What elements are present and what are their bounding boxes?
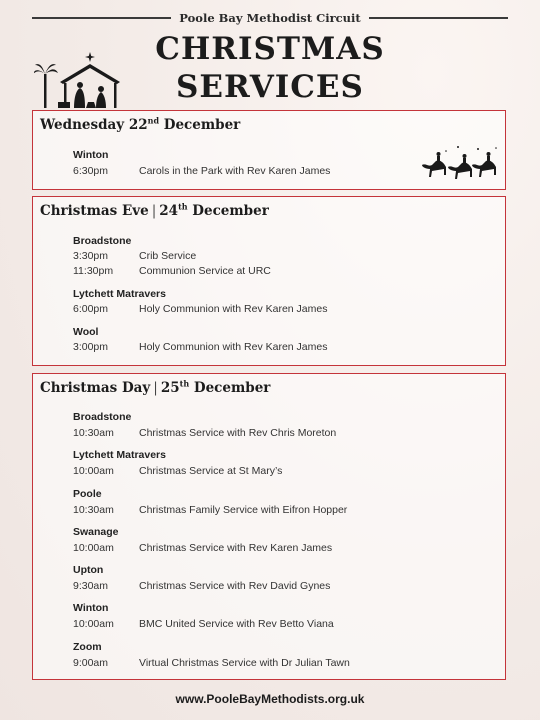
location-label: Lytchett Matravers — [73, 288, 166, 300]
circuit-name: Poole Bay Methodist Circuit — [179, 11, 361, 25]
service-desc: Holy Communion with Rev Karen James — [139, 303, 328, 315]
location-label: Broadstone — [73, 411, 132, 423]
service-row — [73, 250, 196, 262]
service-row — [73, 165, 330, 177]
service-time: 9:30am — [73, 580, 109, 592]
service-desc: Christmas Service with Rev Karen James — [139, 542, 333, 554]
service-desc: Christmas Service with Rev David Gynes — [139, 580, 331, 592]
service-row — [73, 427, 336, 439]
service-desc: BMC United Service with Rev Betto Viana — [139, 618, 334, 630]
service-row — [73, 504, 347, 516]
location-label: Upton — [73, 564, 104, 576]
service-row — [73, 618, 334, 630]
page-title-line2: SERVICES — [176, 69, 364, 105]
website-link[interactable]: www.PooleBayMethodists.org.uk — [175, 692, 365, 706]
service-time: 11:30pm — [73, 265, 114, 277]
section-christmas-eve — [32, 196, 506, 366]
service-row — [73, 303, 328, 315]
location-label: Broadstone — [73, 235, 132, 247]
circuit-banner — [32, 9, 508, 27]
service-time: 6:30pm — [73, 165, 109, 177]
service-time: 9:00am — [73, 657, 109, 669]
location-label: Winton — [73, 149, 109, 161]
location-label: Poole — [73, 488, 102, 500]
nativity-scene-icon — [34, 52, 126, 110]
service-desc: Crib Service — [139, 250, 197, 262]
location-label: Swanage — [73, 526, 119, 538]
service-row — [73, 465, 282, 477]
service-row — [73, 265, 271, 277]
service-row — [73, 657, 350, 669]
service-time: 10:00am — [73, 618, 114, 630]
page-title-line1: CHRISTMAS — [155, 31, 385, 67]
service-desc: Virtual Christmas Service with Dr Julian Tawn — [139, 657, 350, 669]
service-time: 10:00am — [73, 465, 114, 477]
section-title: Christmas Eve | 24th December — [40, 201, 269, 219]
service-row — [73, 580, 330, 592]
three-wise-men-camels-icon — [418, 145, 502, 187]
service-time: 10:00am — [73, 542, 114, 554]
service-time: 3:00pm — [73, 341, 109, 353]
location-label: Zoom — [73, 641, 102, 653]
section-title: Wednesday 22nd December — [40, 115, 241, 133]
section-title: Christmas Day | 25th December — [40, 378, 271, 396]
banner-rule-left — [32, 17, 171, 19]
service-desc: Christmas Service with Rev Chris Moreton — [139, 427, 337, 439]
service-desc: Christmas Service at St Mary’s — [139, 465, 283, 477]
service-time: 3:30pm — [73, 250, 109, 262]
service-desc: Communion Service at URC — [139, 265, 271, 277]
location-label: Winton — [73, 602, 109, 614]
service-time: 6:00pm — [73, 303, 109, 315]
banner-rule-right — [369, 17, 508, 19]
service-desc: Carols in the Park with Rev Karen James — [139, 165, 331, 177]
section-christmas-day — [32, 373, 506, 680]
service-row — [73, 341, 328, 353]
service-desc: Christmas Family Service with Eifron Hopper — [139, 504, 348, 516]
location-label: Lytchett Matravers — [73, 449, 166, 461]
service-desc: Holy Communion with Rev Karen James — [139, 341, 328, 353]
location-label: Wool — [73, 326, 99, 338]
service-time: 10:30am — [73, 427, 114, 439]
service-row — [73, 542, 332, 554]
service-time: 10:30am — [73, 504, 114, 516]
